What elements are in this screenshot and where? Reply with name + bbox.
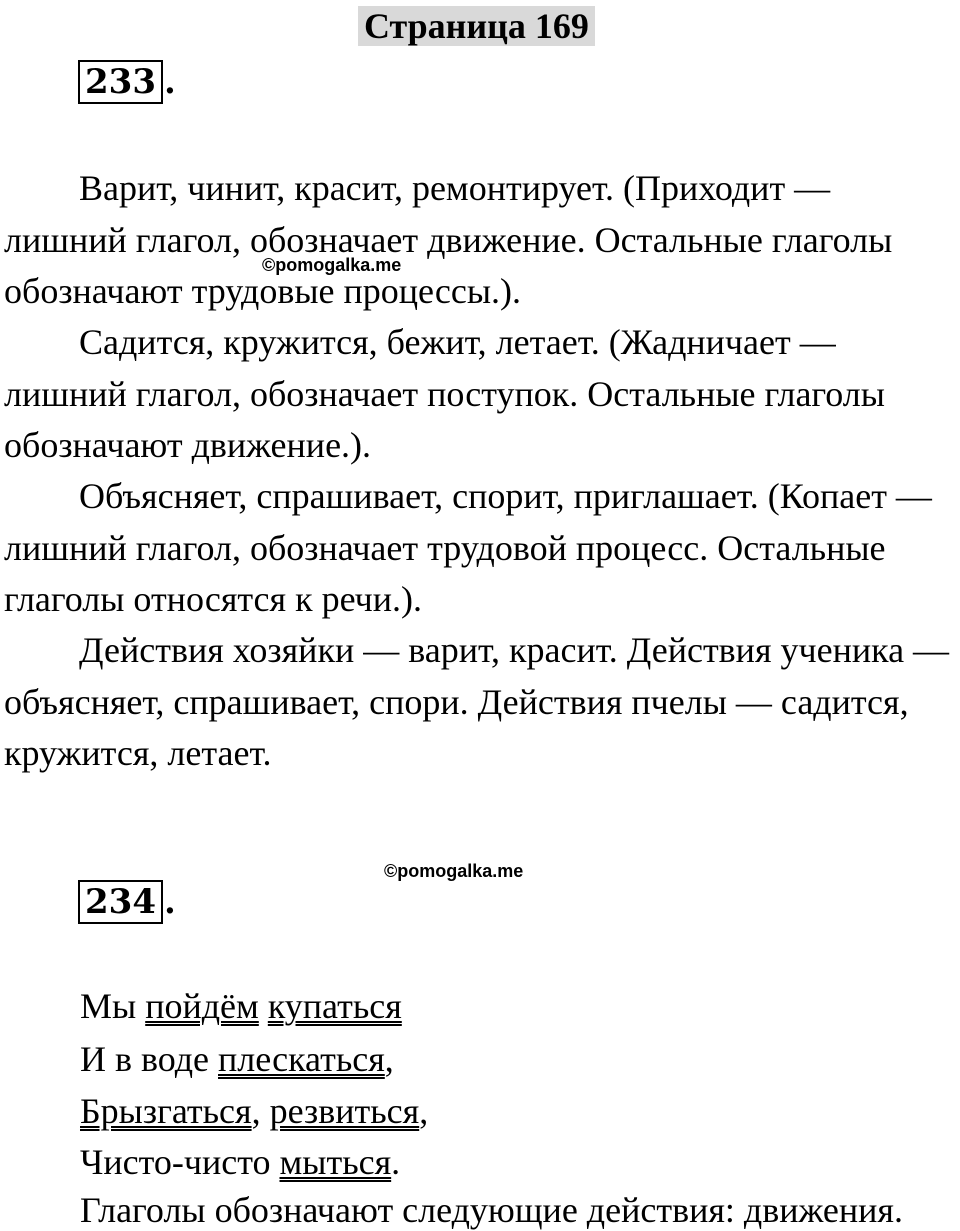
task-233-paragraph-4: Действия хозяйки — варит, красит. Действия ученика — объясняет, спрашивает, спори. Действия пчелы — садится, кружится, летает.: [4, 630, 950, 773]
task-number-box: 234: [78, 880, 163, 924]
poem-line-5: Глаголы обозначают следующие действия: движения.: [80, 1190, 903, 1230]
task-233-paragraph-2: Садится, кружится, бежит, летает. (Жадничает — лишний глагол, обозначает поступок. Остальные глаголы обозначают движение.).: [4, 322, 885, 465]
watermark: ©pomogalka.me: [384, 861, 524, 881]
page-title: Страница 169: [358, 6, 595, 46]
poem-line-1: Мы пойдём купаться: [80, 986, 402, 1026]
verb: Брызгаться: [80, 1091, 252, 1131]
watermark: ©pomogalka.me: [262, 255, 402, 275]
poem-line-2: И в воде плескаться,: [80, 1039, 394, 1079]
verb: купаться: [267, 986, 402, 1026]
task-233-paragraph-3: Объясняет, спрашивает, спорит, приглашает. (Копает — лишний глагол, обозначает трудовой процесс. Остальные глаголы относятся к речи.).: [4, 476, 932, 619]
verb: плескаться: [218, 1039, 385, 1079]
verb: мыться: [279, 1142, 392, 1182]
verb: резвиться: [269, 1091, 420, 1131]
task-233-paragraph-1: Варит, чинит, красит, ремонтирует. (Приходит — лишний глагол, обозначает движение. Остальные глаголы обозначают трудовые процессы.).: [4, 168, 893, 311]
task-number-234: 234 .: [78, 880, 176, 924]
task-number-233: 233 .: [78, 60, 176, 104]
poem-line-3: Брызгаться, резвиться,: [80, 1091, 429, 1131]
poem-line-4: Чисто-чисто мыться.: [80, 1142, 401, 1182]
task-number-box: 233: [78, 60, 163, 104]
verb: пойдём: [145, 986, 259, 1026]
